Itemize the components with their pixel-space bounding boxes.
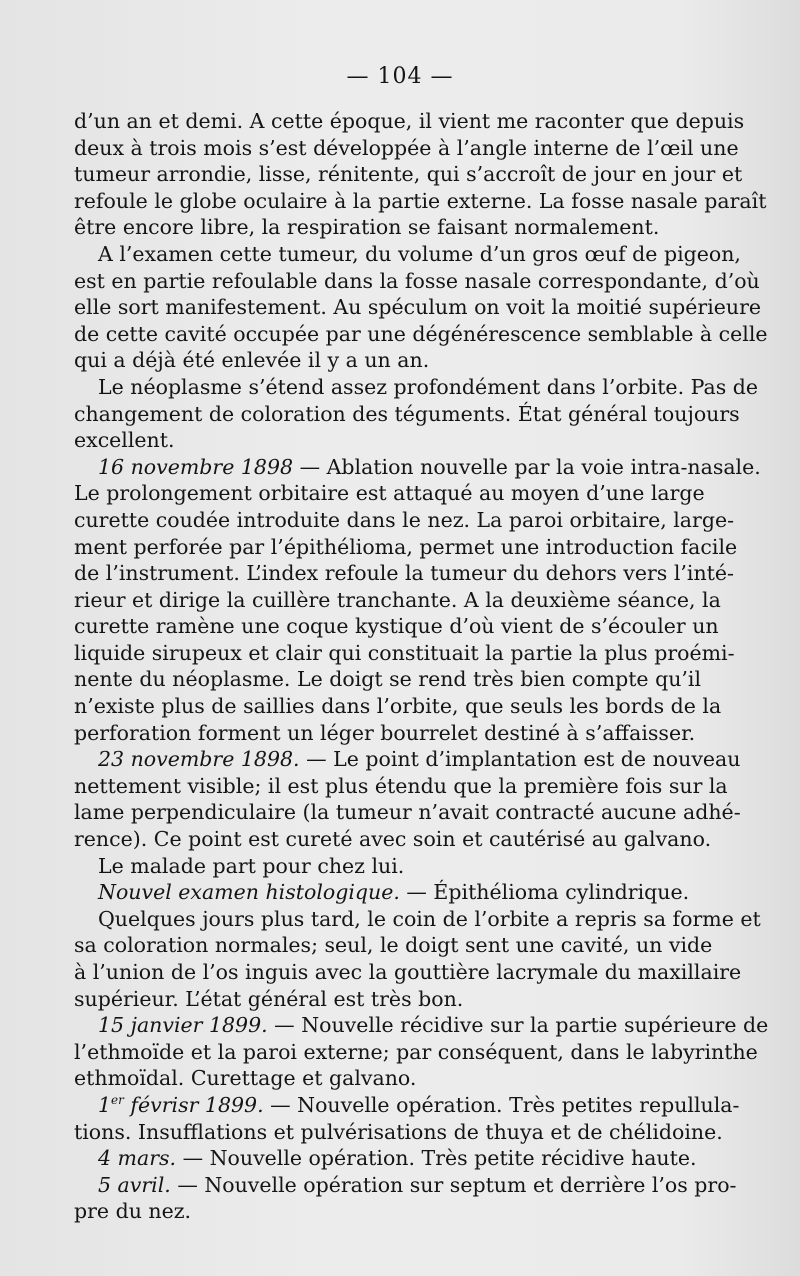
text-line: rieur et dirige la cuillère tranchante. A la deuxième séance, la [74, 587, 721, 612]
text-line: Le prolongement orbitaire est attaqué au moyen d’une large [74, 481, 705, 506]
text-line: qui a déjà été enlevée il y a un an. [74, 348, 430, 373]
page-number: — 104 — [346, 64, 454, 89]
text-line: tions. Insufflations et pulvérisations de thuya et de chélidoine. [74, 1119, 723, 1144]
text-line: Le malade part pour chez lui. [98, 853, 405, 878]
text-line: elle sort manifestement. Au spéculum on voit la moitié supérieure [74, 295, 762, 320]
text-line: n’existe plus de saillies dans l’orbite, que seuls les bords de la [74, 694, 722, 719]
text-line: rence). Ce point est cureté avec soin et cautérisé au galvano. [74, 827, 712, 852]
text-line: de cette cavité occupée par une dégénérescence semblable à celle [74, 321, 768, 346]
text-line: A l’examen cette tumeur, du volume d’un gros œuf de pigeon, [98, 241, 741, 266]
date-label: 5 avril. [98, 1172, 171, 1197]
text-line: ethmoïdal. Curettage et galvano. [74, 1066, 417, 1091]
text-line: tumeur arrondie, lisse, rénitente, qui s’accroît de jour en jour et [74, 162, 743, 187]
date-label: 4 mars. [98, 1146, 177, 1171]
text-line: curette ramène une coque kystique d’où vient de s’écouler un [74, 614, 719, 639]
text-line: Nouvel examen histologique. — Épithélioma cylindrique. [98, 880, 690, 905]
text-line: lame perpendiculaire (la tumeur n’avait contracté aucune adhé- [74, 800, 741, 825]
text-line: 4 mars. — Nouvelle opération. Très petite récidive haute. [98, 1146, 697, 1171]
date-label: 15 janvier 1899. [98, 1013, 268, 1038]
text-line: 1er févrisr 1899. — Nouvelle opération. Très petites repullula- [98, 1092, 740, 1117]
text-line: excellent. [74, 428, 175, 453]
date-label: 16 novembre 1898 [98, 454, 294, 479]
body-text [74, 108, 769, 1225]
text-line: Le néoplasme s’étend assez profondément dans l’orbite. Pas de [98, 374, 758, 399]
text-line: deux à trois mois s’est développée à l’angle interne de l’œil une [74, 135, 739, 160]
text-line: ment perforée par l’épithélioma, permet une introduction facile [74, 534, 738, 559]
text-line: pre du nez. [74, 1199, 192, 1224]
text-line: nettement visible; il est plus étendu que la première fois sur la [74, 773, 728, 798]
text-line: curette coudée introduite dans le nez. La paroi orbitaire, large- [74, 507, 735, 532]
text-line: est en partie refoulable dans la fosse nasale correspondante, d’où [74, 268, 760, 293]
text-line: l’ethmoïde et la paroi externe; par conséquent, dans le labyrinthe [74, 1039, 758, 1064]
text-line: 16 novembre 1898 — Ablation nouvelle par la voie intra-nasale. [98, 454, 761, 479]
date-label: 1er févrisr 1899. [98, 1092, 264, 1117]
text-line: 23 novembre 1898. — Le point d’implantation est de nouveau [98, 747, 741, 772]
text-line: perforation forment un léger bourrelet destiné à s’affaisser. [74, 720, 696, 745]
date-label: 23 novembre 1898. [98, 747, 300, 772]
text-line: refoule le globe oculaire à la partie externe. La fosse nasale paraît [74, 188, 767, 213]
text-line: changement de coloration des téguments. État général toujours [74, 401, 740, 426]
text-line: sa coloration normales; seul, le doigt sent une cavité, un vide [74, 933, 713, 958]
text-line: Quelques jours plus tard, le coin de l’orbite a repris sa forme et [98, 906, 761, 931]
text-line: être encore libre, la respiration se faisant normalement. [74, 215, 660, 240]
text-line: supérieur. L’état général est très bon. [74, 986, 464, 1011]
text-line: 15 janvier 1899. — Nouvelle récidive sur la partie supérieure de [98, 1013, 769, 1038]
section-label: Nouvel examen histologique. [98, 880, 400, 905]
text-line: nente du néoplasme. Le doigt se rend très bien compte qu’il [74, 667, 702, 692]
text-line: à l’union de l’os inguis avec la gouttière lacrymale du maxillaire [74, 960, 742, 984]
text-line: 5 avril. — Nouvelle opération sur septum et derrière l’os pro- [98, 1172, 737, 1197]
text-line: de l’instrument. L’index refoule la tumeur du dehors vers l’inté- [74, 561, 734, 586]
text-line: d’un an et demi. A cette époque, il vient me raconter que depuis [74, 109, 745, 133]
text-line: liquide sirupeux et clair qui constituait la partie la plus proémi- [74, 640, 735, 665]
